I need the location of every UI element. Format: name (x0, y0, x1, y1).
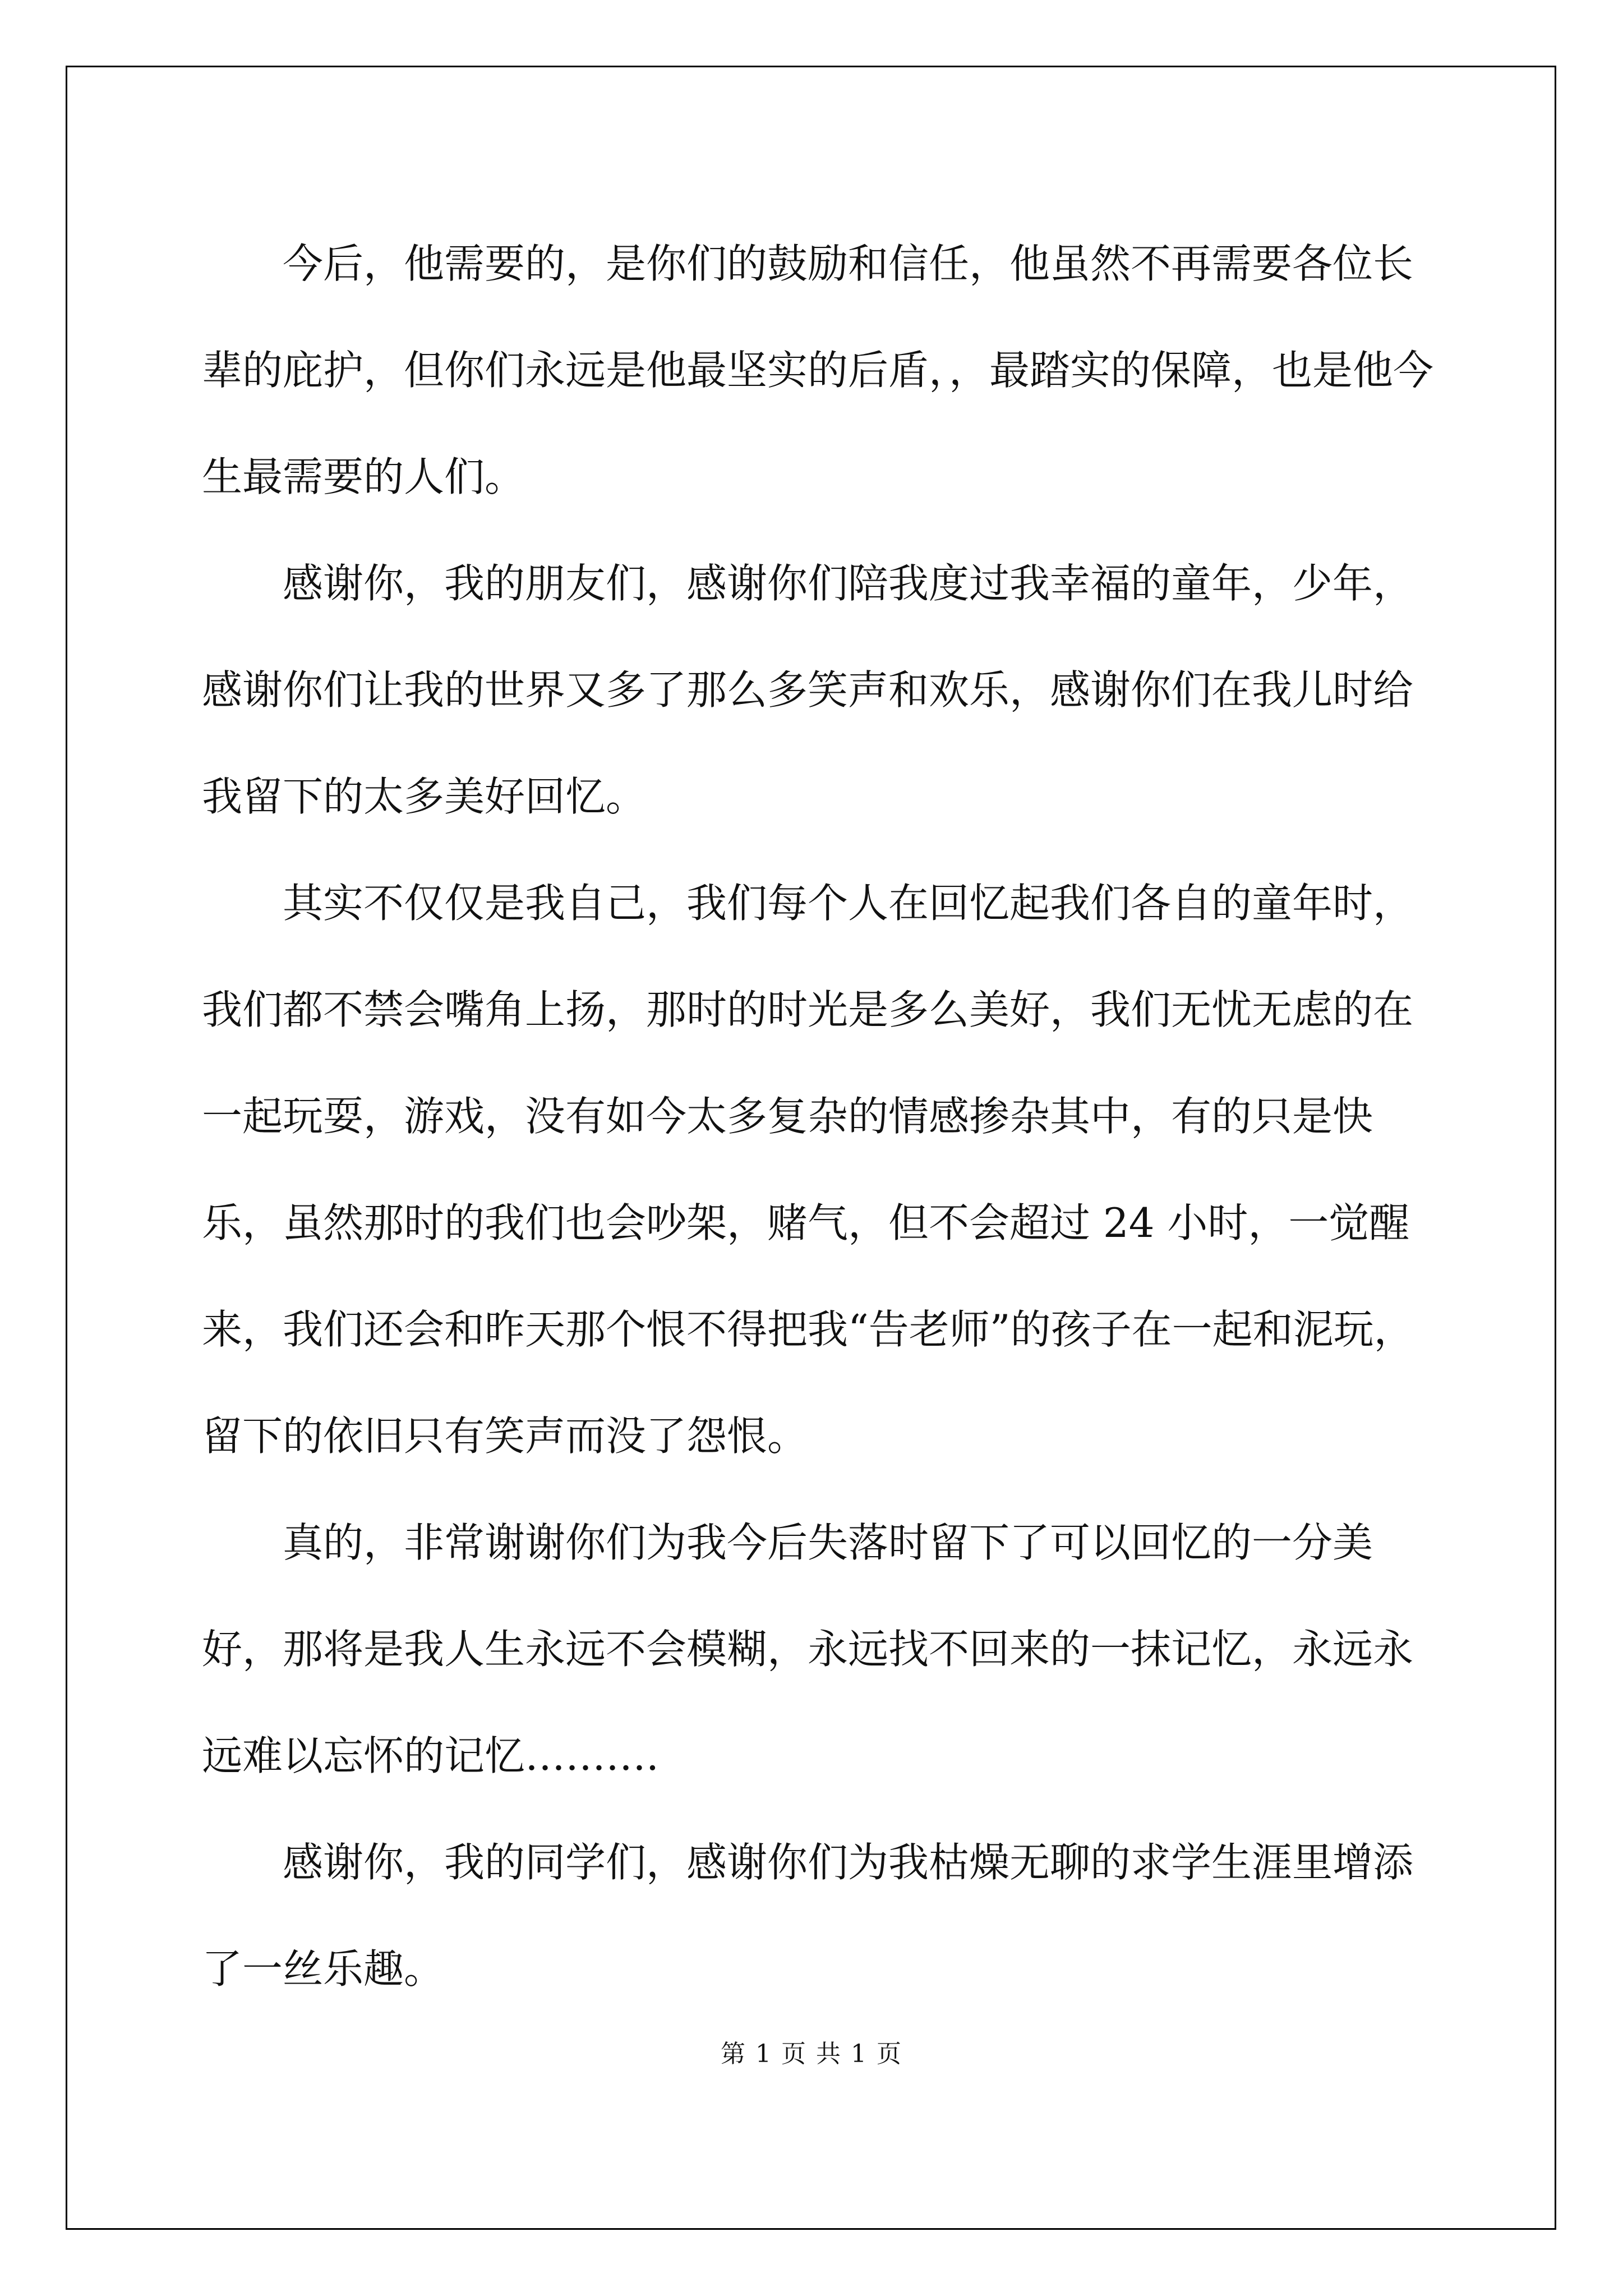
document-body (202, 210, 1436, 2022)
paragraph-3: 其实不仅仅是我自己，我们每个人在回忆起我们各自的童年时，我们都不禁会嘴角上扬，那时的时光是多么美好，我们无忧无虑的在一起玩耍，游戏，没有如今太多复杂的情感掺杂其中，有的只是快乐，虽然那时的我们也会吵架，赌气，但不会超过 24 小时，一觉醒来，我们还会和昨天那个恨不得把我“告老师”的孩子在一起和泥玩，留下的依旧只有笑声而没了怨恨。 (202, 880, 1414, 1460)
paragraph-5: 感谢你，我的同学们，感谢你们为我枯燥无聊的求学生涯里增添了一丝乐趣。 (202, 1839, 1414, 1993)
paragraph-2: 感谢你，我的朋友们，感谢你们陪我度过我幸福的童年，少年，感谢你们让我的世界又多了那么多笑声和欢乐，感谢你们在我儿时给我留下的太多美好回忆。 (202, 560, 1414, 820)
page-footer: 第 1 页 共 1 页 (721, 2040, 902, 2068)
paragraph-4: 真的，非常谢谢你们为我今后失落时留下了可以回忆的一分美好，那将是我人生永远不会模糊，永远找不回来的一抹记忆，永远永远难以忘怀的记忆………. (202, 1519, 1414, 1779)
paragraph-1: 今后，他需要的，是你们的鼓励和信任，他虽然不再需要各位长辈的庇护，但你们永远是他最坚实的后盾，，最踏实的保障，也是他今生最需要的人们。 (202, 240, 1434, 500)
